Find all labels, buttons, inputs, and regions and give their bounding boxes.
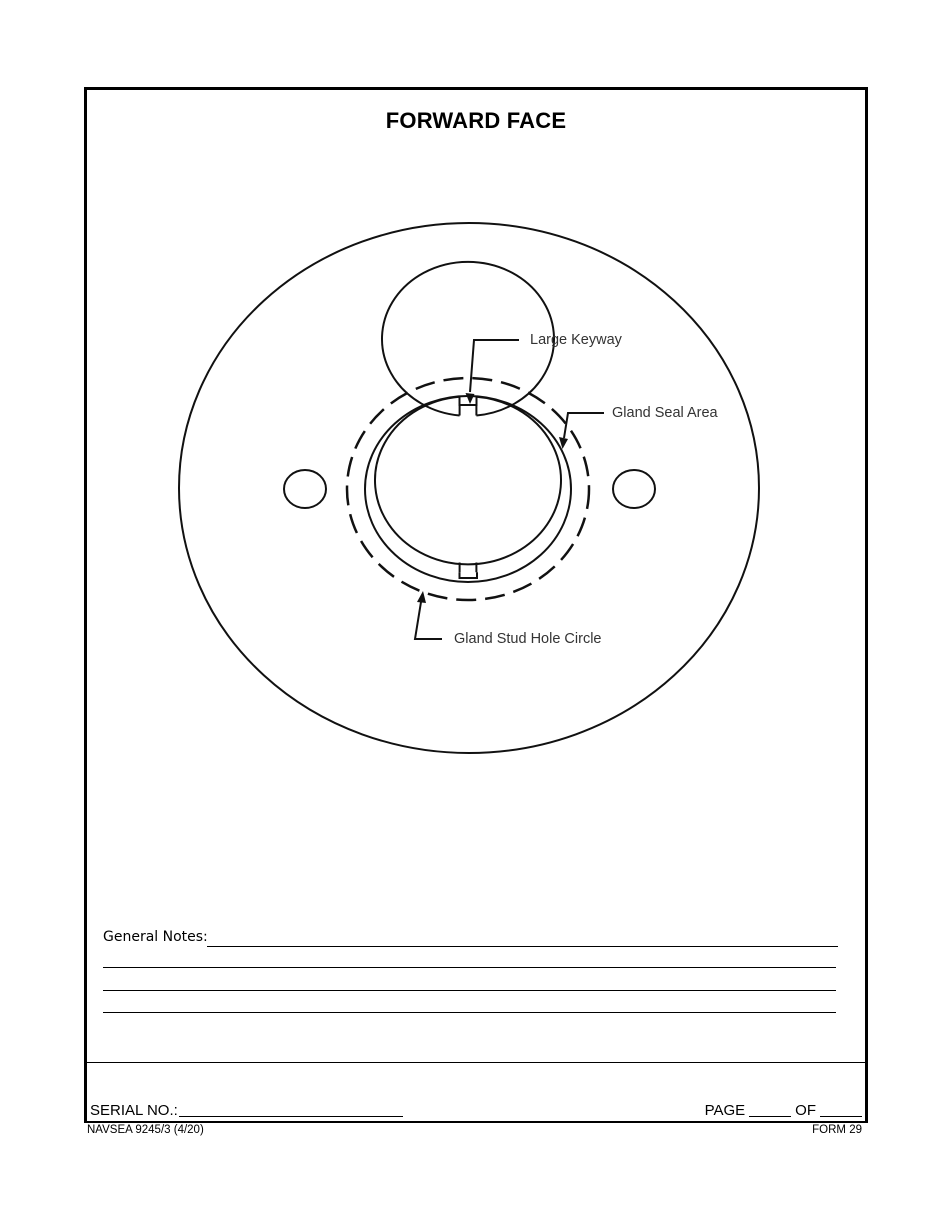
gland-seal-leader	[564, 413, 604, 438]
inner-bore-ring	[382, 262, 554, 416]
notes-line-4[interactable]	[103, 1012, 836, 1013]
serial-number-field	[90, 1102, 403, 1119]
stud-circle-label: Gland Stud Hole Circle	[454, 631, 602, 647]
gland-stud-hole-circle	[347, 378, 589, 600]
notes-line-3[interactable]	[103, 990, 836, 991]
outer-bore-ring	[375, 397, 561, 565]
gland-seal-label: Gland Seal Area	[612, 405, 718, 421]
footer-divider	[87, 1062, 865, 1063]
serial-number-input[interactable]	[179, 1116, 403, 1117]
left-stud-hole	[284, 470, 326, 508]
notes-line-2[interactable]	[103, 967, 836, 968]
forward-face-diagram	[87, 90, 865, 1050]
form-number: FORM 29	[812, 1124, 862, 1136]
form-identifier: NAVSEA 9245/3 (4/20)	[87, 1124, 204, 1136]
general-notes-label: General Notes:	[103, 929, 208, 945]
of-label: OF	[795, 1102, 816, 1119]
stud-circle-arrowhead	[417, 591, 426, 603]
right-stud-hole	[613, 470, 655, 508]
gland-seal-ring	[365, 396, 571, 582]
bottom-keyway	[460, 572, 478, 578]
form-frame	[84, 87, 868, 1123]
page-label: PAGE	[704, 1102, 746, 1119]
outer-flange-circle	[179, 223, 759, 753]
page-number-input[interactable]	[749, 1116, 791, 1117]
page-title: FORWARD FACE	[385, 108, 567, 133]
notes-line-1[interactable]	[207, 946, 838, 947]
page-field	[705, 1102, 862, 1119]
page-total-input[interactable]	[820, 1116, 862, 1117]
large-keyway-arrowhead	[466, 393, 475, 404]
large-keyway-label: Large Keyway	[530, 332, 622, 348]
stud-circle-leader	[415, 602, 442, 639]
serial-number-label: SERIAL NO.:	[90, 1102, 178, 1119]
